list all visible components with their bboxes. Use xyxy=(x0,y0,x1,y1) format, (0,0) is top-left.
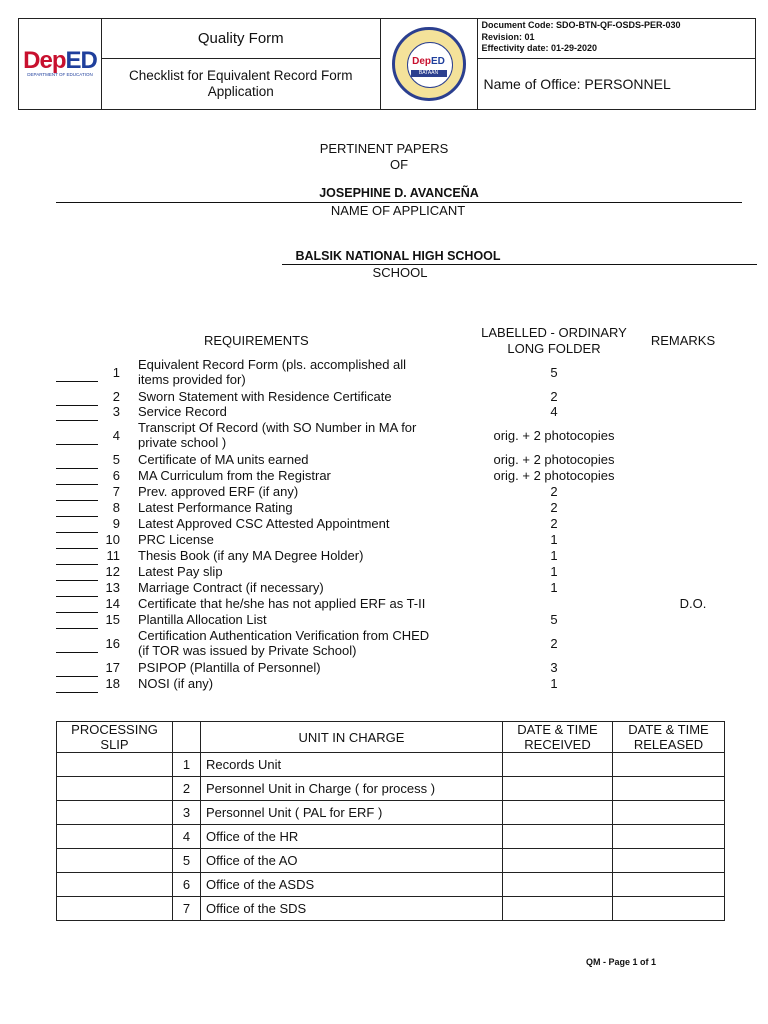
processing-row-number: 2 xyxy=(173,777,201,801)
date-released-cell[interactable] xyxy=(613,849,725,873)
document-code-cell xyxy=(477,19,756,59)
checkbox-blank[interactable] xyxy=(56,534,98,549)
unit-in-charge-header: UNIT IN CHARGE xyxy=(201,722,503,753)
unit-in-charge: Office of the ASDS xyxy=(201,873,503,897)
form-title: Quality Form xyxy=(102,19,381,59)
requirement-quantity: 1 xyxy=(550,548,558,563)
school-name: BALSIK NATIONAL HIGH SCHOOL xyxy=(295,249,501,263)
requirement-quantity: 5 xyxy=(550,365,558,380)
deped-logo-cell xyxy=(19,19,102,110)
requirement-quantity: 2 xyxy=(550,389,558,404)
checkbox-blank[interactable] xyxy=(56,518,98,533)
date-received-cell[interactable] xyxy=(503,897,613,921)
checkbox-blank[interactable] xyxy=(56,430,98,445)
requirement-remarks: D.O. xyxy=(679,596,707,611)
requirement-quantity: 2 xyxy=(550,516,558,531)
unit-in-charge: Office of the SDS xyxy=(201,897,503,921)
requirement-number: 3 xyxy=(112,404,120,419)
processing-row-number: 4 xyxy=(173,825,201,849)
requirement-number: 4 xyxy=(112,428,120,443)
requirement-number: 15 xyxy=(105,612,120,627)
date-received-header: DATE & TIME RECEIVED xyxy=(503,722,613,753)
processing-row-number: 3 xyxy=(173,801,201,825)
processing-row xyxy=(57,753,725,777)
checkbox-blank[interactable] xyxy=(56,406,98,421)
date-received-cell[interactable] xyxy=(503,753,613,777)
requirement-number: 18 xyxy=(105,676,120,691)
applicant-name: JOSEPHINE D. AVANCEÑA xyxy=(319,186,479,200)
checkbox-blank[interactable] xyxy=(56,566,98,581)
processing-table xyxy=(56,721,725,921)
unit-in-charge: Personnel Unit in Charge ( for process ) xyxy=(201,777,503,801)
requirement-description: NOSI (if any) xyxy=(138,676,214,691)
header-table xyxy=(18,18,756,110)
requirement-number: 8 xyxy=(112,500,120,515)
of-label: OF xyxy=(389,157,409,172)
requirement-number: 9 xyxy=(112,516,120,531)
checkbox-blank[interactable] xyxy=(56,391,98,406)
requirement-number: 13 xyxy=(105,580,120,595)
pertinent-papers-label: PERTINENT PAPERS xyxy=(319,141,449,156)
checkbox-blank[interactable] xyxy=(56,550,98,565)
processing-num-header xyxy=(173,722,201,753)
processing-slip-cell[interactable] xyxy=(57,825,173,849)
unit-in-charge: Records Unit xyxy=(201,753,503,777)
requirement-description: Transcript Of Record (with SO Number in MA for private school ) xyxy=(138,420,417,450)
office-name: Name of Office: PERSONNEL xyxy=(477,59,756,110)
date-received-cell[interactable] xyxy=(503,801,613,825)
processing-slip-cell[interactable] xyxy=(57,753,173,777)
requirement-description: Marriage Contract (if necessary) xyxy=(138,580,324,595)
unit-in-charge: Office of the HR xyxy=(201,825,503,849)
requirement-number: 12 xyxy=(105,564,120,579)
date-received-cell[interactable] xyxy=(503,873,613,897)
checkbox-blank[interactable] xyxy=(56,502,98,517)
checkbox-blank[interactable] xyxy=(56,614,98,629)
date-released-cell[interactable] xyxy=(613,753,725,777)
requirement-description: PSIPOP (Plantilla of Personnel) xyxy=(138,660,321,675)
requirement-number: 17 xyxy=(105,660,120,675)
processing-row-number: 6 xyxy=(173,873,201,897)
checkbox-blank[interactable] xyxy=(56,678,98,693)
processing-row xyxy=(57,873,725,897)
checkbox-blank[interactable] xyxy=(56,638,98,653)
deped-bataan-seal: DepED BATAAN xyxy=(392,27,466,101)
processing-slip-cell[interactable] xyxy=(57,873,173,897)
requirement-quantity: 1 xyxy=(550,564,558,579)
processing-row xyxy=(57,849,725,873)
processing-row-number: 5 xyxy=(173,849,201,873)
deped-logo: DepED DEPARTMENT OF EDUCATION xyxy=(23,47,97,77)
date-released-header: DATE & TIME RELEASED xyxy=(613,722,725,753)
date-received-cell[interactable] xyxy=(503,849,613,873)
date-released-cell[interactable] xyxy=(613,801,725,825)
checkbox-blank[interactable] xyxy=(56,598,98,613)
requirement-description: Latest Approved CSC Attested Appointment xyxy=(138,516,390,531)
checkbox-blank[interactable] xyxy=(56,470,98,485)
requirement-quantity: 1 xyxy=(550,676,558,691)
requirement-quantity: 3 xyxy=(550,660,558,675)
requirement-number: 11 xyxy=(106,548,120,563)
requirement-quantity: 2 xyxy=(550,484,558,499)
folder-header: LABELLED - ORDINARY LONG FOLDER xyxy=(481,325,627,356)
requirement-description: Certification Authentication Verification from CHED (if TOR was issued by Private School) xyxy=(138,628,430,658)
unit-in-charge: Personnel Unit ( PAL for ERF ) xyxy=(201,801,503,825)
date-received-cell[interactable] xyxy=(503,777,613,801)
checkbox-blank[interactable] xyxy=(56,486,98,501)
applicant-label: NAME OF APPLICANT xyxy=(330,203,466,218)
requirement-description: Plantilla Allocation List xyxy=(138,612,267,627)
processing-slip-cell[interactable] xyxy=(57,801,173,825)
document-code: Document Code: SDO-BTN-QF-OSDS-PER-030 xyxy=(481,20,681,30)
processing-row-number: 7 xyxy=(173,897,201,921)
effectivity-date: Effectivity date: 01-29-2020 xyxy=(481,43,598,53)
processing-header-row xyxy=(57,722,725,753)
date-released-cell[interactable] xyxy=(613,777,725,801)
requirement-number: 2 xyxy=(112,389,120,404)
processing-slip-cell[interactable] xyxy=(57,777,173,801)
revision: Revision: 01 xyxy=(481,31,535,42)
processing-row-number: 1 xyxy=(173,753,201,777)
requirement-number: 5 xyxy=(112,452,120,467)
requirements-header: REQUIREMENTS xyxy=(204,333,309,348)
checkbox-blank[interactable] xyxy=(56,454,98,469)
requirement-description: PRC License xyxy=(138,532,214,547)
date-released-cell[interactable] xyxy=(613,897,725,921)
checkbox-blank[interactable] xyxy=(56,582,98,597)
requirement-description: Equivalent Record Form (pls. accomplished all items provided for) xyxy=(138,357,407,387)
requirement-number: 1 xyxy=(112,365,120,380)
requirement-number: 14 xyxy=(105,596,120,611)
requirement-description: Latest Performance Rating xyxy=(138,500,293,515)
processing-slip-header: PROCESSING SLIP xyxy=(57,722,173,753)
requirement-description: MA Curriculum from the Registrar xyxy=(138,468,331,483)
processing-row xyxy=(57,777,725,801)
requirement-number: 7 xyxy=(112,484,120,499)
requirement-quantity: orig. + 2 photocopies xyxy=(493,468,615,483)
requirement-description: Latest Pay slip xyxy=(138,564,223,579)
deped-seal-cell xyxy=(380,19,477,110)
requirement-description: Certificate that he/she has not applied ERF as T-II xyxy=(138,596,426,611)
requirement-quantity: orig. + 2 photocopies xyxy=(493,428,615,443)
unit-in-charge: Office of the AO xyxy=(201,849,503,873)
requirement-description: Certificate of MA units earned xyxy=(138,452,309,467)
requirement-description: Service Record xyxy=(138,404,227,419)
processing-row xyxy=(57,897,725,921)
date-received-cell[interactable] xyxy=(503,825,613,849)
remarks-header: REMARKS xyxy=(650,333,716,348)
checkbox-blank[interactable] xyxy=(56,367,98,382)
requirement-description: Sworn Statement with Residence Certificate xyxy=(138,389,392,404)
requirement-quantity: 5 xyxy=(550,612,558,627)
form-subtitle: Checklist for Equivalent Record Form Application xyxy=(102,59,381,110)
processing-row xyxy=(57,801,725,825)
page-footer: QM - Page 1 of 1 xyxy=(586,957,657,967)
requirement-description: Thesis Book (if any MA Degree Holder) xyxy=(138,548,364,563)
requirement-quantity: 2 xyxy=(550,636,558,651)
processing-slip-cell[interactable] xyxy=(57,897,173,921)
processing-slip-cell[interactable] xyxy=(57,849,173,873)
requirement-quantity: orig. + 2 photocopies xyxy=(493,452,615,467)
requirement-quantity: 1 xyxy=(550,532,558,547)
requirement-quantity: 4 xyxy=(550,404,558,419)
requirement-number: 16 xyxy=(105,636,120,651)
requirement-description: Prev. approved ERF (if any) xyxy=(138,484,299,499)
requirement-quantity: 1 xyxy=(550,580,558,595)
school-label: SCHOOL xyxy=(372,265,428,280)
processing-row xyxy=(57,825,725,849)
date-released-cell[interactable] xyxy=(613,873,725,897)
date-released-cell[interactable] xyxy=(613,825,725,849)
requirement-quantity: 2 xyxy=(550,500,558,515)
requirement-number: 6 xyxy=(112,468,120,483)
checkbox-blank[interactable] xyxy=(56,662,98,677)
requirement-number: 10 xyxy=(105,532,120,547)
